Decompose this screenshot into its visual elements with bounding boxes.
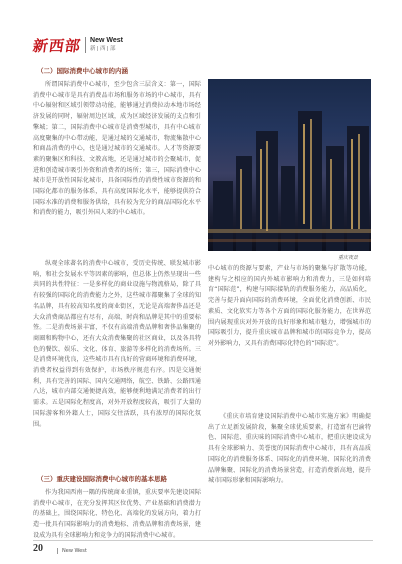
page-number: 20 — [33, 543, 43, 554]
section1-lead-paragraph: 所谓国际消费中心城市，至少包含三层含义：第一，国际消费中心城市是具有消费品市场和服务市场的中心城市，具有中心辐射和区域引领带动功能，能够通过消费拉动本地市场经济发展的同时，辐射周边区域，成为区域经济发展的支点和引擎城；第二，国际消费中心城市是消费型城市，具有中心城市高度聚集的中心带动能，是通过城的交通城市，物流集散中心和商品消费的中心，也是通过城市的交通城市。人才等资源要素的聚集区和科技、文教高地，还是通过城市的会聚城市，促进和创造城市吸引外资和消费者的场所；第三，国际消费中心城市是开放性国际化城市，具备国际性的消费性城市资源的和国际化都市的服务体系，具有高度国际化水平，能够提供符合国际水准的消费和服务供给，具有较为充分的商品国际化水平和消费的能力，吸引外国人来的中心城市。 — [33, 81, 201, 217]
footer-magazine-name: New West — [57, 548, 87, 554]
footer-rule — [33, 540, 373, 541]
masthead-logo: 新西部 — [31, 36, 83, 55]
masthead — [33, 35, 123, 55]
chongqing-night-photo — [208, 79, 371, 251]
masthead-subtitle — [85, 37, 123, 53]
section1-heading: （二）国际消费中心城市的内涵 — [37, 67, 128, 75]
masthead-en-title: New West — [90, 37, 123, 44]
section2-paragraph-1: 作为我国西南一隅的传统商业重镇，重庆要率先建设国际消费中心城市，在充分发挥其区位优势、产业基础和消费潜力的基础上，围绕国际化、特色化、高端化的发展方向，着力打造一批具有国际影响力的消费地标、消费品牌和消费场景，建设成为具有全球影响力和竞争力的国际消费中心城市。 — [33, 489, 201, 538]
masthead-en-sub: 新 | 西 | 部 — [90, 46, 116, 52]
section1-paragraph-2: 纵观全球著名的消费中心城市，受历史传统、联发城市影响，和社会发展水平等因素的影响，但总体上仍然呈现出一些共同的共性特征：一是多样化的商业设施与物流格局，除了具有较强的国际化的消费能力之外，这些城市都聚集了全球的知名品牌，具有较高知名度的商业街区，无论是高端奢侈品还是大众消费商品都应有尽有，高端、时尚和品牌是其中的重要标签。二是消费场景丰富，不仅有高端消费品牌和奢侈品集聚的商圈和购物中心，还有大众消费集聚的社区商业，以及各具特色的餐饮、娱乐、文化、体育、旅游等多样化的消费场所。三是消费环境优良，这些城市具有良好的营商环境和消费环境，消费者权益得到有效保护，市场秩序规范有序。四是交通便利，具有完善的国际、国内交通网络，航空、铁路、公路四通八达，城市内部交通便捷高效，能够便利地满足消费者的出行需求。五是国际化程度高，对外开放程度较高，吸引了大量的国际游客和外籍人士，国际交往活跃，具有浓厚的国际化氛围。 — [33, 260, 201, 428]
photo-caption: 重庆夜景 — [338, 255, 359, 261]
right-column-paragraph-1: 中心城市的资源与要素，产业与市场的聚集与扩散等功能，建构与之相应的国内外城市影响力和消费力，三是如何培育“国际范”，构建与国际接轨的消费服务能力，高品质化，完善与提升面向国际的消费环境，全面优化消费创新、市民素质、文化软实力等各个方面的国际化服务能力，在世界范围内展现重庆对外开放的良好形象和城市魅力，增强城市的国际吸引力，提升重庆城市品牌和城市的国际竞争力，提高对外影响力，又具有消费国际化特色的“国际范”。 — [208, 265, 371, 347]
section2-heading: （三）重庆建设国际消费中心城市的基本思路 — [37, 475, 167, 483]
right-column-paragraph-2: 《重庆市培育建设国际消费中心城市实施方案》明确提出了立足新发展阶段，集聚全球优质要素，打造富有巴渝特色、国际范、重庆味的国际消费中心城市，把重庆建设成为具有全球影响力、美誉度的国际消费中心城市，具有高品质国际化的消费服务体系、国际化的消费环境、国际化的消费品牌集聚、国际化的消费场景营造，打造消费新高地，提升城市国际形象和国际影响力。 — [208, 413, 371, 485]
